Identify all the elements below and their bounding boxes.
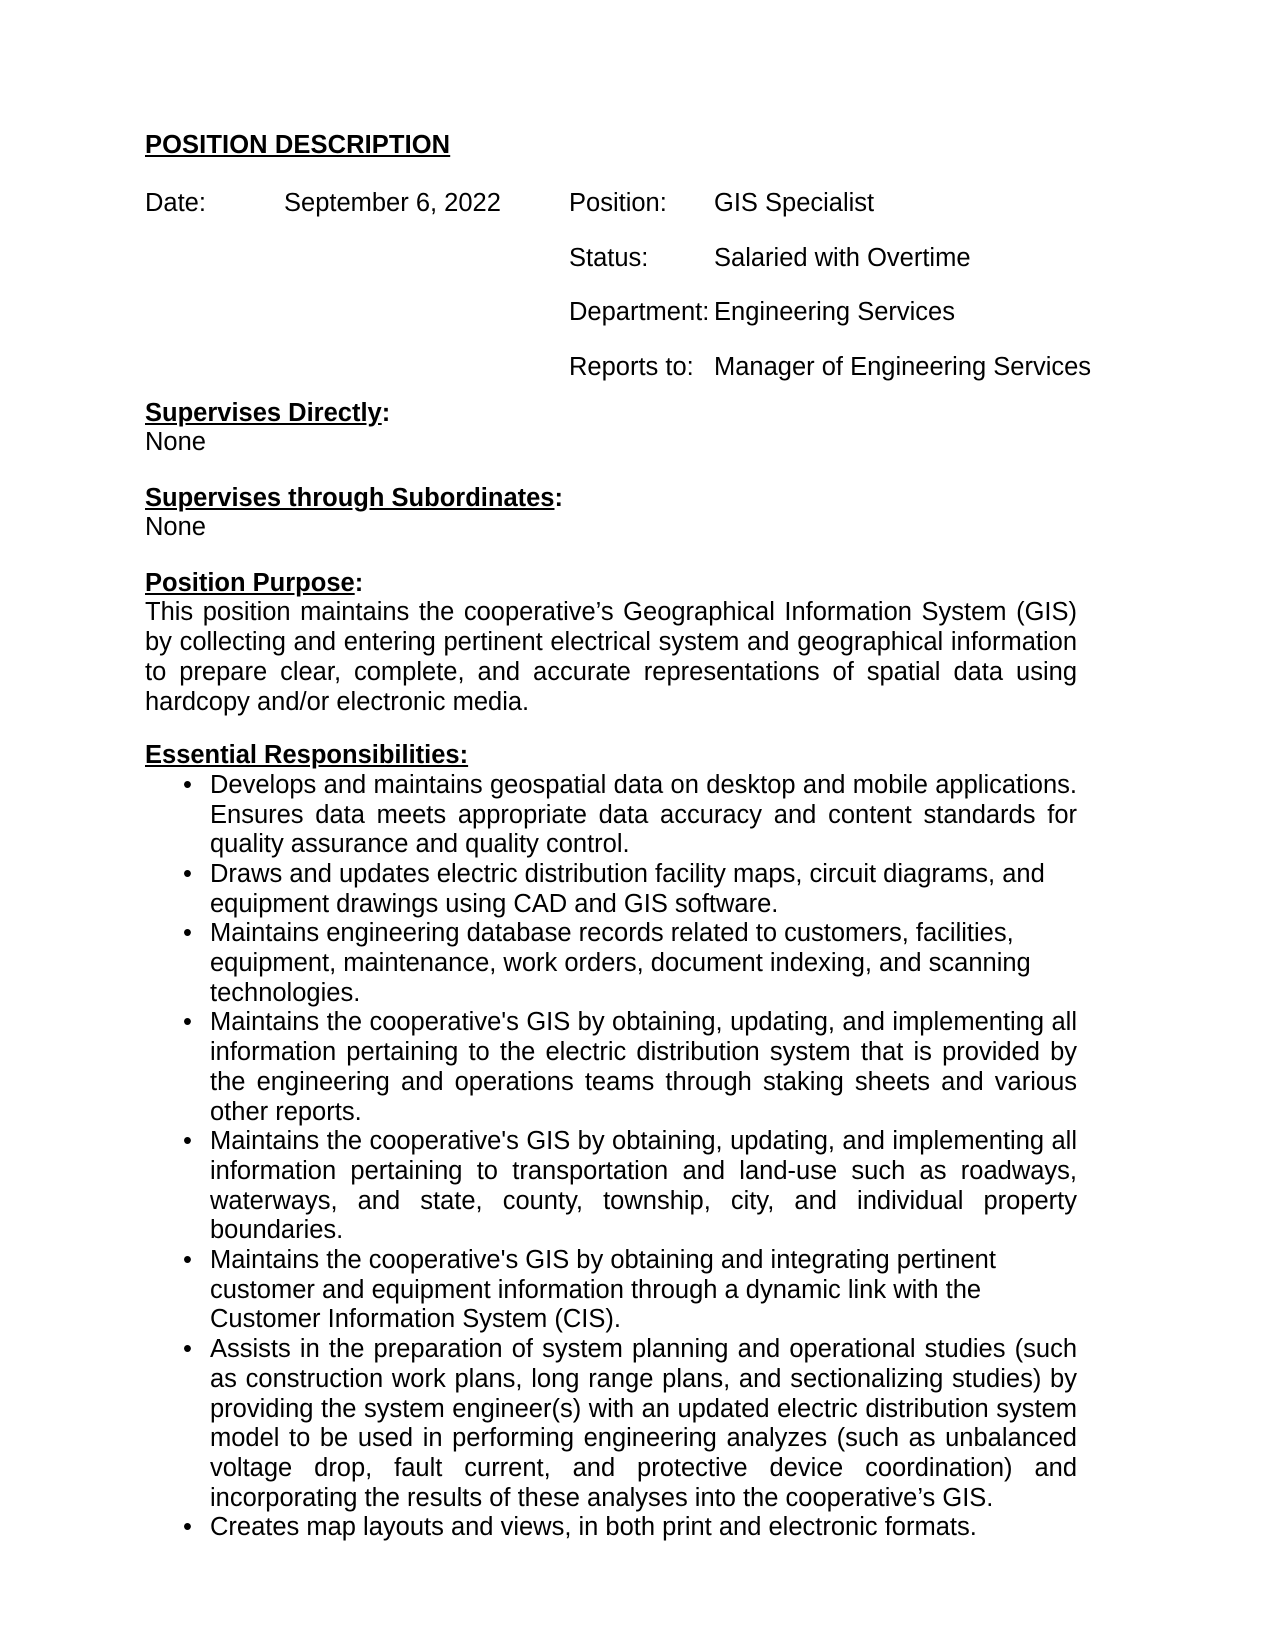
spacer [145, 458, 1077, 484]
heading-position-purpose-colon: : [354, 568, 364, 597]
list-item-text: Maintains engineering database records related to customers, facilities, equipment, maintenance, work orders, document indexing, and scanning technologies. [210, 919, 1031, 1007]
bullet-icon: • [183, 859, 192, 888]
heading-supervises-directly-colon: : [381, 398, 391, 427]
paragraph-position-purpose: This position maintains the cooperative’s Geographical Information System (GIS) by collecting and entering pertinent electrical system and geographical information to prepare clear, complete, and accurate representations of spatial data using hardcopy and/or electronic media. [145, 598, 1077, 716]
list-item [145, 771, 1077, 860]
heading-position-purpose-text: Position Purpose [145, 568, 355, 597]
list-item [145, 1127, 1077, 1246]
heading-supervises-through-subordinates [145, 484, 1077, 514]
list-item-text: Draws and updates electric distribution facility maps, circuit diagrams, and equipment drawings using CAD and GIS software. [210, 859, 1045, 918]
list-item-text: Maintains the cooperative's GIS by obtaining, updating, and implementing all information pertaining to the electric distribution system that is provided by the engineering and operations teams through staking sheets and various other reports. [210, 1008, 1077, 1126]
meta-label-reports-to: Reports to: [569, 352, 694, 381]
list-item-text: Creates map layouts and views, in both print and electronic formats. [210, 1513, 977, 1542]
bullet-icon: • [183, 1246, 192, 1275]
heading-supervises-through-subordinates-colon: : [554, 483, 563, 512]
meta-label-status: Status: [569, 243, 649, 272]
list-item [145, 1335, 1077, 1513]
list-item [145, 919, 1077, 1008]
essential-responsibilities-list [145, 771, 1077, 1543]
meta-value-status: Salaried with Overtime [714, 243, 971, 272]
meta-value-date: September 6, 2022 [284, 188, 501, 217]
header-meta-block [145, 188, 1092, 399]
heading-essential-responsibilities [145, 741, 1077, 771]
meta-row-date [145, 189, 501, 217]
list-item-text: Maintains the cooperative's GIS by obtaining, updating, and implementing all information pertaining to transportation and land-use such as roadways, waterways, and state, county, township, city, and individual property boundaries. [210, 1127, 1077, 1245]
meta-value-department: Engineering Services [714, 297, 955, 326]
meta-label-department: Department: [569, 297, 710, 326]
list-item-text: Develops and maintains geospatial data on desktop and mobile applications. Ensures data meets appropriate data accuracy and content standards for quality assurance and quality control. [210, 770, 1077, 859]
heading-supervises-directly-text: Supervises Directly [145, 398, 382, 427]
bullet-icon: • [183, 919, 192, 948]
list-item [145, 1513, 1077, 1543]
meta-row-position [569, 189, 874, 217]
meta-value-position: GIS Specialist [714, 188, 875, 217]
meta-row-reports-to [569, 353, 1091, 381]
heading-position-purpose [145, 569, 1077, 599]
bullet-icon: • [183, 1335, 192, 1364]
meta-value-reports-to: Manager of Engineering Services [714, 352, 1092, 381]
bullet-icon: • [183, 1127, 192, 1156]
meta-row-department [569, 298, 955, 326]
list-item [145, 1246, 1077, 1335]
page-title-text: POSITION DESCRIPTION [145, 131, 451, 159]
meta-label-position: Position: [569, 188, 667, 217]
bullet-icon: • [183, 770, 192, 799]
spacer [145, 717, 1077, 741]
heading-supervises-through-subordinates-text: Supervises through Subordinates [145, 483, 555, 512]
value-supervises-through-subordinates: None [145, 513, 206, 542]
document-content [145, 131, 1092, 1543]
bullet-icon: • [183, 1513, 192, 1542]
spacer [145, 543, 1077, 569]
heading-essential-responsibilities-text: Essential Responsibilities: [145, 741, 469, 770]
list-item [145, 1008, 1077, 1127]
meta-label-date: Date: [145, 188, 206, 217]
bullet-icon: • [183, 1008, 192, 1037]
list-item-text: Assists in the preparation of system planning and operational studies (such as construction work plans, long range plans, and sectionalizing studies) by providing the system engineer(s) with an updated electric distribution system model to be used in performing engineering analyzes (such as unbalanced voltage drop, fault current, and protective device coordination) and incorporating the results of these analyses into the cooperative’s GIS. [210, 1335, 1077, 1512]
list-item-text: Maintains the cooperative's GIS by obtaining and integrating pertinent customer and equipment information through a dynamic link with the Customer Information System (CIS). [210, 1246, 996, 1334]
page-title [145, 131, 1077, 160]
meta-row-status [569, 244, 971, 272]
heading-supervises-directly [145, 399, 1077, 429]
list-item [145, 860, 1077, 919]
value-supervises-directly: None [145, 428, 206, 457]
